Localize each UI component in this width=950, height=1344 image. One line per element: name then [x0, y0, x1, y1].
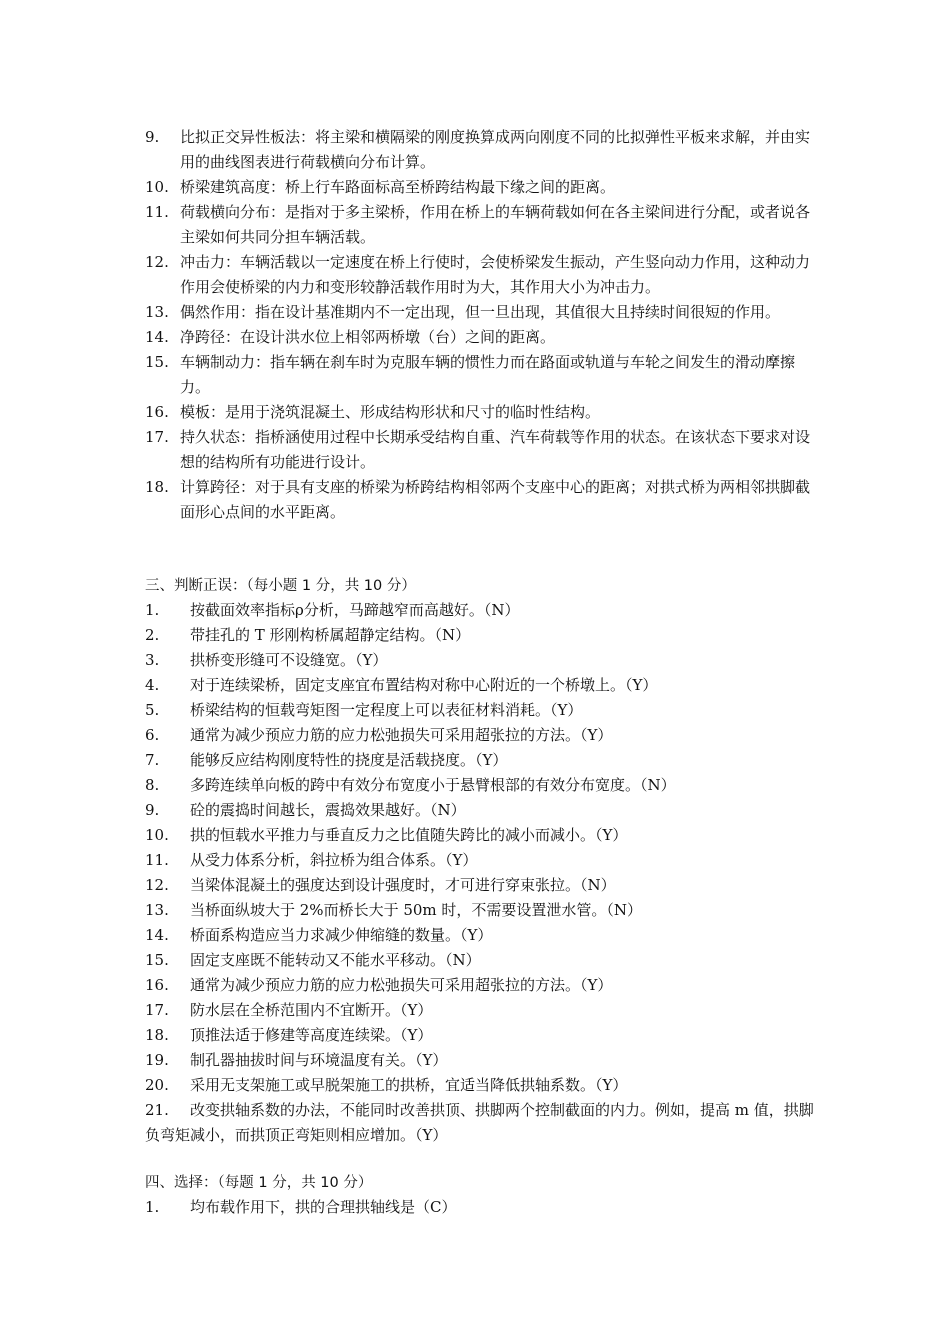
list-item: [0, 948, 950, 973]
item-text: 桥面系构造应当力求减少伸缩缝的数量。（Y）: [190, 926, 493, 944]
item-number: 10.: [145, 826, 169, 844]
item-text: 均布载作用下，拱的合理拱轴线是（C）: [190, 1198, 457, 1216]
list-item: [0, 673, 950, 698]
item-number: 5.: [145, 701, 160, 719]
item-number: 16.: [145, 403, 169, 421]
item-text: 制孔器抽拔时间与环境温度有关。（Y）: [190, 1051, 448, 1069]
item-number: 15.: [145, 951, 169, 969]
item-number: 15.: [145, 353, 169, 371]
item-number: 11.: [145, 851, 169, 869]
list-item: [0, 125, 950, 175]
choice-list: [0, 1195, 950, 1220]
item-text: 多跨连续单向板的跨中有效分布宽度小于悬臂根部的有效分布宽度。（N）: [190, 776, 676, 794]
list-item: [0, 748, 950, 773]
list-item: [0, 350, 950, 400]
item-text: 按截面效率指标ρ分析，马蹄越窄而高越好。（N）: [190, 601, 520, 619]
item-number: 8.: [145, 776, 160, 794]
item-number: 19.: [145, 1051, 169, 1069]
item-number: 17.: [145, 1001, 169, 1019]
definitions-list: [0, 125, 950, 525]
item-number: 13.: [145, 303, 169, 321]
list-item: [0, 475, 950, 525]
item-text: 净跨径：在设计洪水位上相邻两桥墩（台）之间的距离。: [180, 328, 556, 346]
list-item: [0, 848, 950, 873]
list-item: [0, 1073, 950, 1098]
list-item: [0, 1023, 950, 1048]
item-text: 顶推法适于修建等高度连续梁。（Y）: [190, 1026, 433, 1044]
item-number: 20.: [145, 1076, 169, 1094]
list-item: [0, 698, 950, 723]
item-text: 荷载横向分布：是指对于多主梁桥，作用在桥上的车辆荷载如何在各主梁间进行分配，或者说各主梁如何共同分担车辆活载。: [180, 203, 811, 246]
section-heading-choice: 四、选择：（每题 1 分，共 10 分）: [145, 1175, 373, 1191]
item-number: 12.: [145, 876, 169, 894]
item-text: 从受力体系分析，斜拉桥为组合体系。（Y）: [190, 851, 478, 869]
list-item: [0, 898, 950, 923]
list-item: [0, 998, 950, 1023]
item-number: 16.: [145, 976, 169, 994]
item-number: 14.: [145, 926, 169, 944]
item-number: 10.: [145, 178, 169, 196]
item-number: 2.: [145, 626, 160, 644]
item-text: 当桥面纵坡大于 2%而桥长大于 50m 时，不需要设置泄水管。（N）: [190, 901, 643, 919]
item-text: 模板：是用于浇筑混凝土、形成结构形状和尺寸的临时性结构。: [180, 403, 601, 421]
judge-list: [0, 598, 950, 1148]
item-number: 11.: [145, 203, 169, 221]
list-item: [0, 798, 950, 823]
list-item: [0, 200, 950, 250]
item-text: 改变拱轴系数的办法，不能同时改善拱顶、拱脚两个控制截面的内力。例如，提高 m 值，拱脚负弯矩减小，而拱顶正弯矩则相应增加。（Y）: [145, 1101, 814, 1144]
list-item: [0, 923, 950, 948]
item-text: 偶然作用：指在设计基准期内不一定出现，但一旦出现，其值很大且持续时间很短的作用。: [180, 303, 781, 321]
item-number: 21.: [145, 1101, 169, 1119]
section-heading-judge: 三、判断正误：（每小题 1 分，共 10 分）: [145, 578, 416, 594]
item-number: 1.: [145, 1198, 160, 1216]
item-text: 采用无支架施工或早脱架施工的拱桥，宜适当降低拱轴系数。（Y）: [190, 1076, 628, 1094]
item-number: 18.: [145, 1026, 169, 1044]
item-text: 对于连续梁桥，固定支座宜布置结构对称中心附近的一个桥墩上。（Y）: [190, 676, 658, 694]
list-item: [0, 823, 950, 848]
item-text: 计算跨径：对于具有支座的桥梁为桥跨结构相邻两个支座中心的距离；对拱式桥为两相邻拱脚截面形心点间的水平距离。: [180, 478, 811, 521]
item-number: 7.: [145, 751, 160, 769]
item-number: 13.: [145, 901, 169, 919]
list-item: [0, 773, 950, 798]
item-number: 14.: [145, 328, 169, 346]
item-number: 17.: [145, 428, 169, 446]
item-text: 桥梁结构的恒载弯矩图一定程度上可以表征材料消耗。（Y）: [190, 701, 583, 719]
list-item: [0, 325, 950, 350]
item-number: 18.: [145, 478, 169, 496]
list-item: [0, 973, 950, 998]
item-text: 车辆制动力：指车辆在刹车时为克服车辆的惯性力而在路面或轨道与车轮之间发生的滑动摩擦力。: [180, 353, 796, 396]
list-item: [0, 723, 950, 748]
list-item: [0, 873, 950, 898]
item-text: 持久状态：指桥涵使用过程中长期承受结构自重、汽车荷载等作用的状态。在该状态下要求对设想的结构所有功能进行设计。: [180, 428, 811, 471]
list-item: [0, 425, 950, 475]
list-item: [0, 400, 950, 425]
item-number: 4.: [145, 676, 160, 694]
item-text: 桥梁建筑高度：桥上行车路面标高至桥跨结构最下缘之间的距离。: [180, 178, 616, 196]
item-text: 能够反应结构刚度特性的挠度是活载挠度。（Y）: [190, 751, 508, 769]
item-number: 9.: [145, 801, 160, 819]
list-item: [0, 598, 950, 623]
item-text: 固定支座既不能转动又不能水平移动。（N）: [190, 951, 481, 969]
list-item: [0, 1048, 950, 1073]
list-item: [0, 300, 950, 325]
list-item: [0, 250, 950, 300]
item-text: 比拟正交异性板法：将主梁和横隔梁的刚度换算成两向刚度不同的比拟弹性平板来求解，并由实用的曲线图表进行荷载横向分布计算。: [180, 128, 811, 171]
item-text: 拱的恒载水平推力与垂直反力之比值随失跨比的减小而减小。（Y）: [190, 826, 628, 844]
list-item: [0, 648, 950, 673]
list-item: [0, 1195, 950, 1220]
list-item: [0, 175, 950, 200]
item-number: 12.: [145, 253, 169, 271]
item-number: 3.: [145, 651, 160, 669]
item-text: 通常为减少预应力筋的应力松弛损失可采用超张拉的方法。（Y）: [190, 976, 613, 994]
item-text: 防水层在全桥范围内不宜断开。（Y）: [190, 1001, 433, 1019]
item-text: 带挂孔的 T 形刚构桥属超静定结构。（N）: [190, 626, 471, 644]
item-text: 通常为减少预应力筋的应力松弛损失可采用超张拉的方法。（Y）: [190, 726, 613, 744]
item-text: 拱桥变形缝可不设缝宽。（Y）: [190, 651, 388, 669]
list-item: [0, 623, 950, 648]
item-number: 1.: [145, 601, 160, 619]
item-text: 当梁体混凝土的强度达到设计强度时，才可进行穿束张拉。（N）: [190, 876, 616, 894]
item-text: 砼的震捣时间越长，震捣效果越好。（N）: [190, 801, 466, 819]
item-number: 6.: [145, 726, 160, 744]
list-item: [0, 1098, 950, 1148]
item-number: 9.: [145, 128, 160, 146]
item-text: 冲击力：车辆活载以一定速度在桥上行使时，会使桥梁发生振动，产生竖向动力作用，这种动力作用会使桥梁的内力和变形较静活载作用时为大，其作用大小为冲击力。: [180, 253, 811, 296]
